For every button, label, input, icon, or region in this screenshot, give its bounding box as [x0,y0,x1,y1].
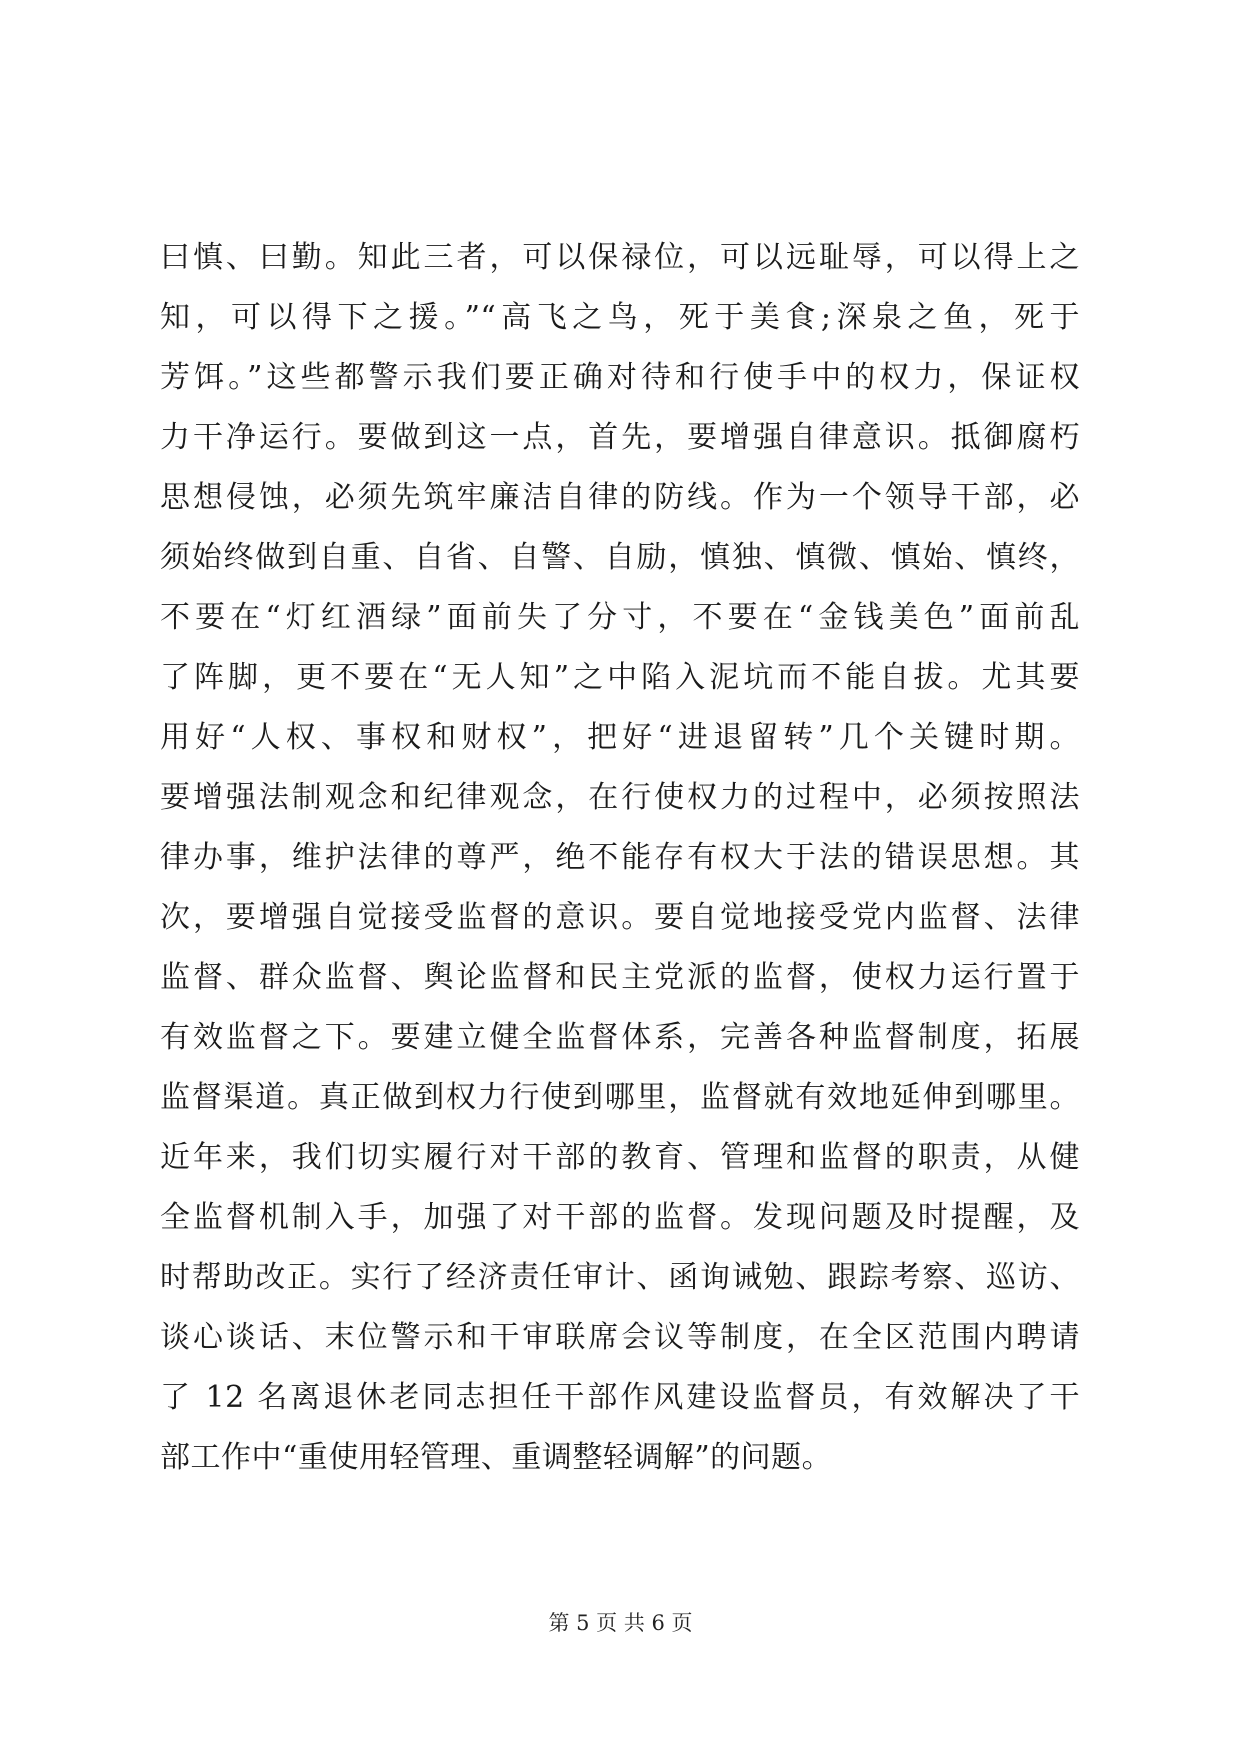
text-line: 须始终做到自重、自省、自警、自励，慎独、慎微、慎始、慎终， [160,540,1080,575]
text-line: 监督渠道。真正做到权力行使到哪里，监督就有效地延伸到哪里。 [160,1080,1080,1115]
text-line: 律办事，维护法律的尊严，绝不能存有权大于法的错误思想。其 [160,840,1080,875]
text-line: 了阵脚，更不要在“无人知”之中陷入泥坑而不能自拔。尤其要 [160,660,1080,695]
text-line: 芳饵。”这些都警示我们要正确对待和行使手中的权力，保证权 [160,360,1080,395]
text-line: 思想侵蚀，必须先筑牢廉洁自律的防线。作为一个领导干部，必 [160,480,1080,515]
page-number-footer: 第 5 页 共 6 页 [548,1611,693,1635]
text-line: 监督、群众监督、舆论监督和民主党派的监督，使权力运行置于 [160,960,1080,995]
text-line: 不要在“灯红酒绿”面前失了分寸，不要在“金钱美色”面前乱 [160,600,1080,635]
text-line: 知，可以得下之援。”“高飞之鸟，死于美食;深泉之鱼，死于 [160,300,1080,335]
text-line: 力干净运行。要做到这一点，首先，要增强自律意识。抵御腐朽 [160,420,1080,455]
text-line: 谈心谈话、末位警示和干审联席会议等制度，在全区范围内聘请 [160,1320,1080,1355]
text-line: 时帮助改正。实行了经济责任审计、函询诫勉、跟踪考察、巡访、 [160,1260,1080,1295]
text-line: 有效监督之下。要建立健全监督体系，完善各种监督制度，拓展 [160,1020,1080,1055]
text-line: 部工作中“重使用轻管理、重调整轻调解”的问题。 [160,1440,833,1475]
text-line: 曰慎、曰勤。知此三者，可以保禄位，可以远耻辱，可以得上之 [160,240,1080,275]
text-line: 次，要增强自觉接受监督的意识。要自觉地接受党内监督、法律 [160,900,1080,935]
text-line: 近年来，我们切实履行对干部的教育、管理和监督的职责，从健 [160,1140,1080,1175]
body-paragraph [160,228,1080,1488]
text-line: 了 12 名离退休老同志担任干部作风建设监督员，有效解决了干 [160,1380,1080,1415]
text-line: 全监督机制入手，加强了对干部的监督。发现问题及时提醒，及 [160,1200,1080,1235]
text-line: 要增强法制观念和纪律观念，在行使权力的过程中，必须按照法 [160,780,1080,815]
text-line: 用好“人权、事权和财权”，把好“进退留转”几个关键时期。 [160,720,1080,755]
